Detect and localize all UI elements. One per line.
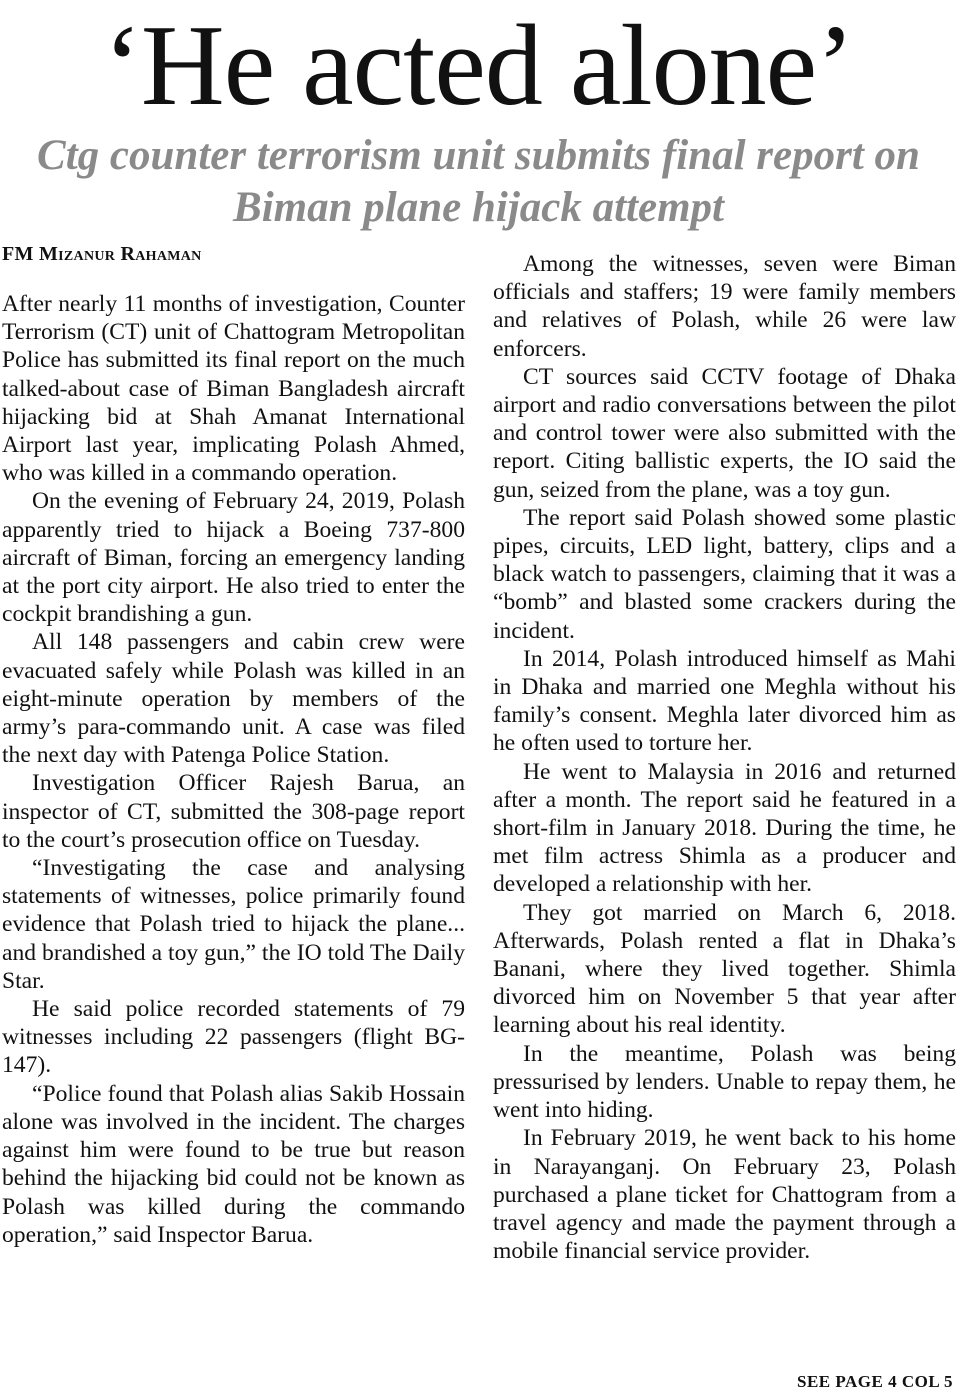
paragraph: CT sources said CCTV footage of Dhaka airport and radio conversations between the pilot and control tower were also submitted with the report. Citing ballistic experts, the IO said the gun, seized from the plane, was a toy gun. bbox=[493, 363, 956, 503]
paragraph: He went to Malaysia in 2016 and returned after a month. The report said he featured in a short-film in January 2018. During the time, he met film actress Shimla as a producer and developed a relationship with her. bbox=[493, 758, 956, 898]
paragraph: They got married on March 6, 2018. Afterwards, Polash rented a flat in Dhaka’s Banani, where they lived together. Shimla divorced him on November 5 that year after learning about his real identity. bbox=[493, 899, 956, 1039]
byline: FM Mizanur Rahaman bbox=[2, 243, 202, 265]
headline: ‘He acted alone’ bbox=[103, 2, 854, 130]
paragraph: After nearly 11 months of investigation, Counter Terrorism (CT) unit of Chattogram Metropolitan Police has submitted its final report on the much talked-about case of Biman Bangladesh aircraft hijacking bid at Shah Amanat International Airport last year, implicating Polash Ahmed, who was killed in a commando operation. bbox=[2, 291, 465, 487]
paragraph: In the meantime, Polash was being pressurised by lenders. Unable to repay them, he went into hiding. bbox=[493, 1040, 956, 1124]
paragraph: In February 2019, he went back to his home in Narayanganj. On February 23, Polash purchased a plane ticket for Chattogram from a travel agency and made the payment through a mobile financial service provider. bbox=[493, 1125, 956, 1265]
paragraph: Investigation Officer Rajesh Barua, an inspector of CT, submitted the 308-page report to the court’s prosecution office on Tuesday. bbox=[2, 770, 465, 853]
paragraph: Among the witnesses, seven were Biman officials and staffers; 19 were family members and relatives of Polash, while 26 were law enforcers. bbox=[493, 251, 956, 362]
paragraph: On the evening of February 24, 2019, Polash apparently tried to hijack a Boeing 737-800 aircraft of Biman, forcing an emergency landing at the port city airport. He also tried to enter the cockpit brandishing a gun. bbox=[2, 488, 465, 628]
article-column-right bbox=[493, 250, 956, 1265]
paragraph: All 148 passengers and cabin crew were evacuated safely while Polash was killed in an eight-minute operation by members of the army’s para-commando unit. A case was filed the next day with Patenga Police Station. bbox=[2, 629, 465, 769]
subheadline: Ctg counter terrorism unit submits final report on Biman plane hijack attempt bbox=[37, 132, 920, 231]
continued-on-page: SEE PAGE 4 COL 5 bbox=[797, 1372, 953, 1391]
paragraph: “Police found that Polash alias Sakib Hossain alone was involved in the incident. The charges against him were found to be true but reason behind the hijacking bid could not be known as Polash was killed during the commando operation,” said Inspector Barua. bbox=[2, 1080, 465, 1248]
paragraph: In 2014, Polash introduced himself as Mahi in Dhaka and married one Meghla without his family’s consent. Meghla later divorced him as he often used to torture her. bbox=[493, 645, 956, 757]
paragraph: He said police recorded statements of 79 witnesses including 22 passengers (flight BG-147). bbox=[2, 996, 465, 1079]
paragraph: The report said Polash showed some plastic pipes, circuits, LED light, battery, clips and a black watch to passengers, claiming that it was a “bomb” and blasted some crackers during the incident. bbox=[493, 504, 956, 644]
article-column-left bbox=[2, 290, 465, 1249]
paragraph: “Investigating the case and analysing statements of witnesses, police primarily found evidence that Polash tried to hijack the plane... and brandished a toy gun,” the IO told The Daily Star. bbox=[2, 855, 465, 994]
